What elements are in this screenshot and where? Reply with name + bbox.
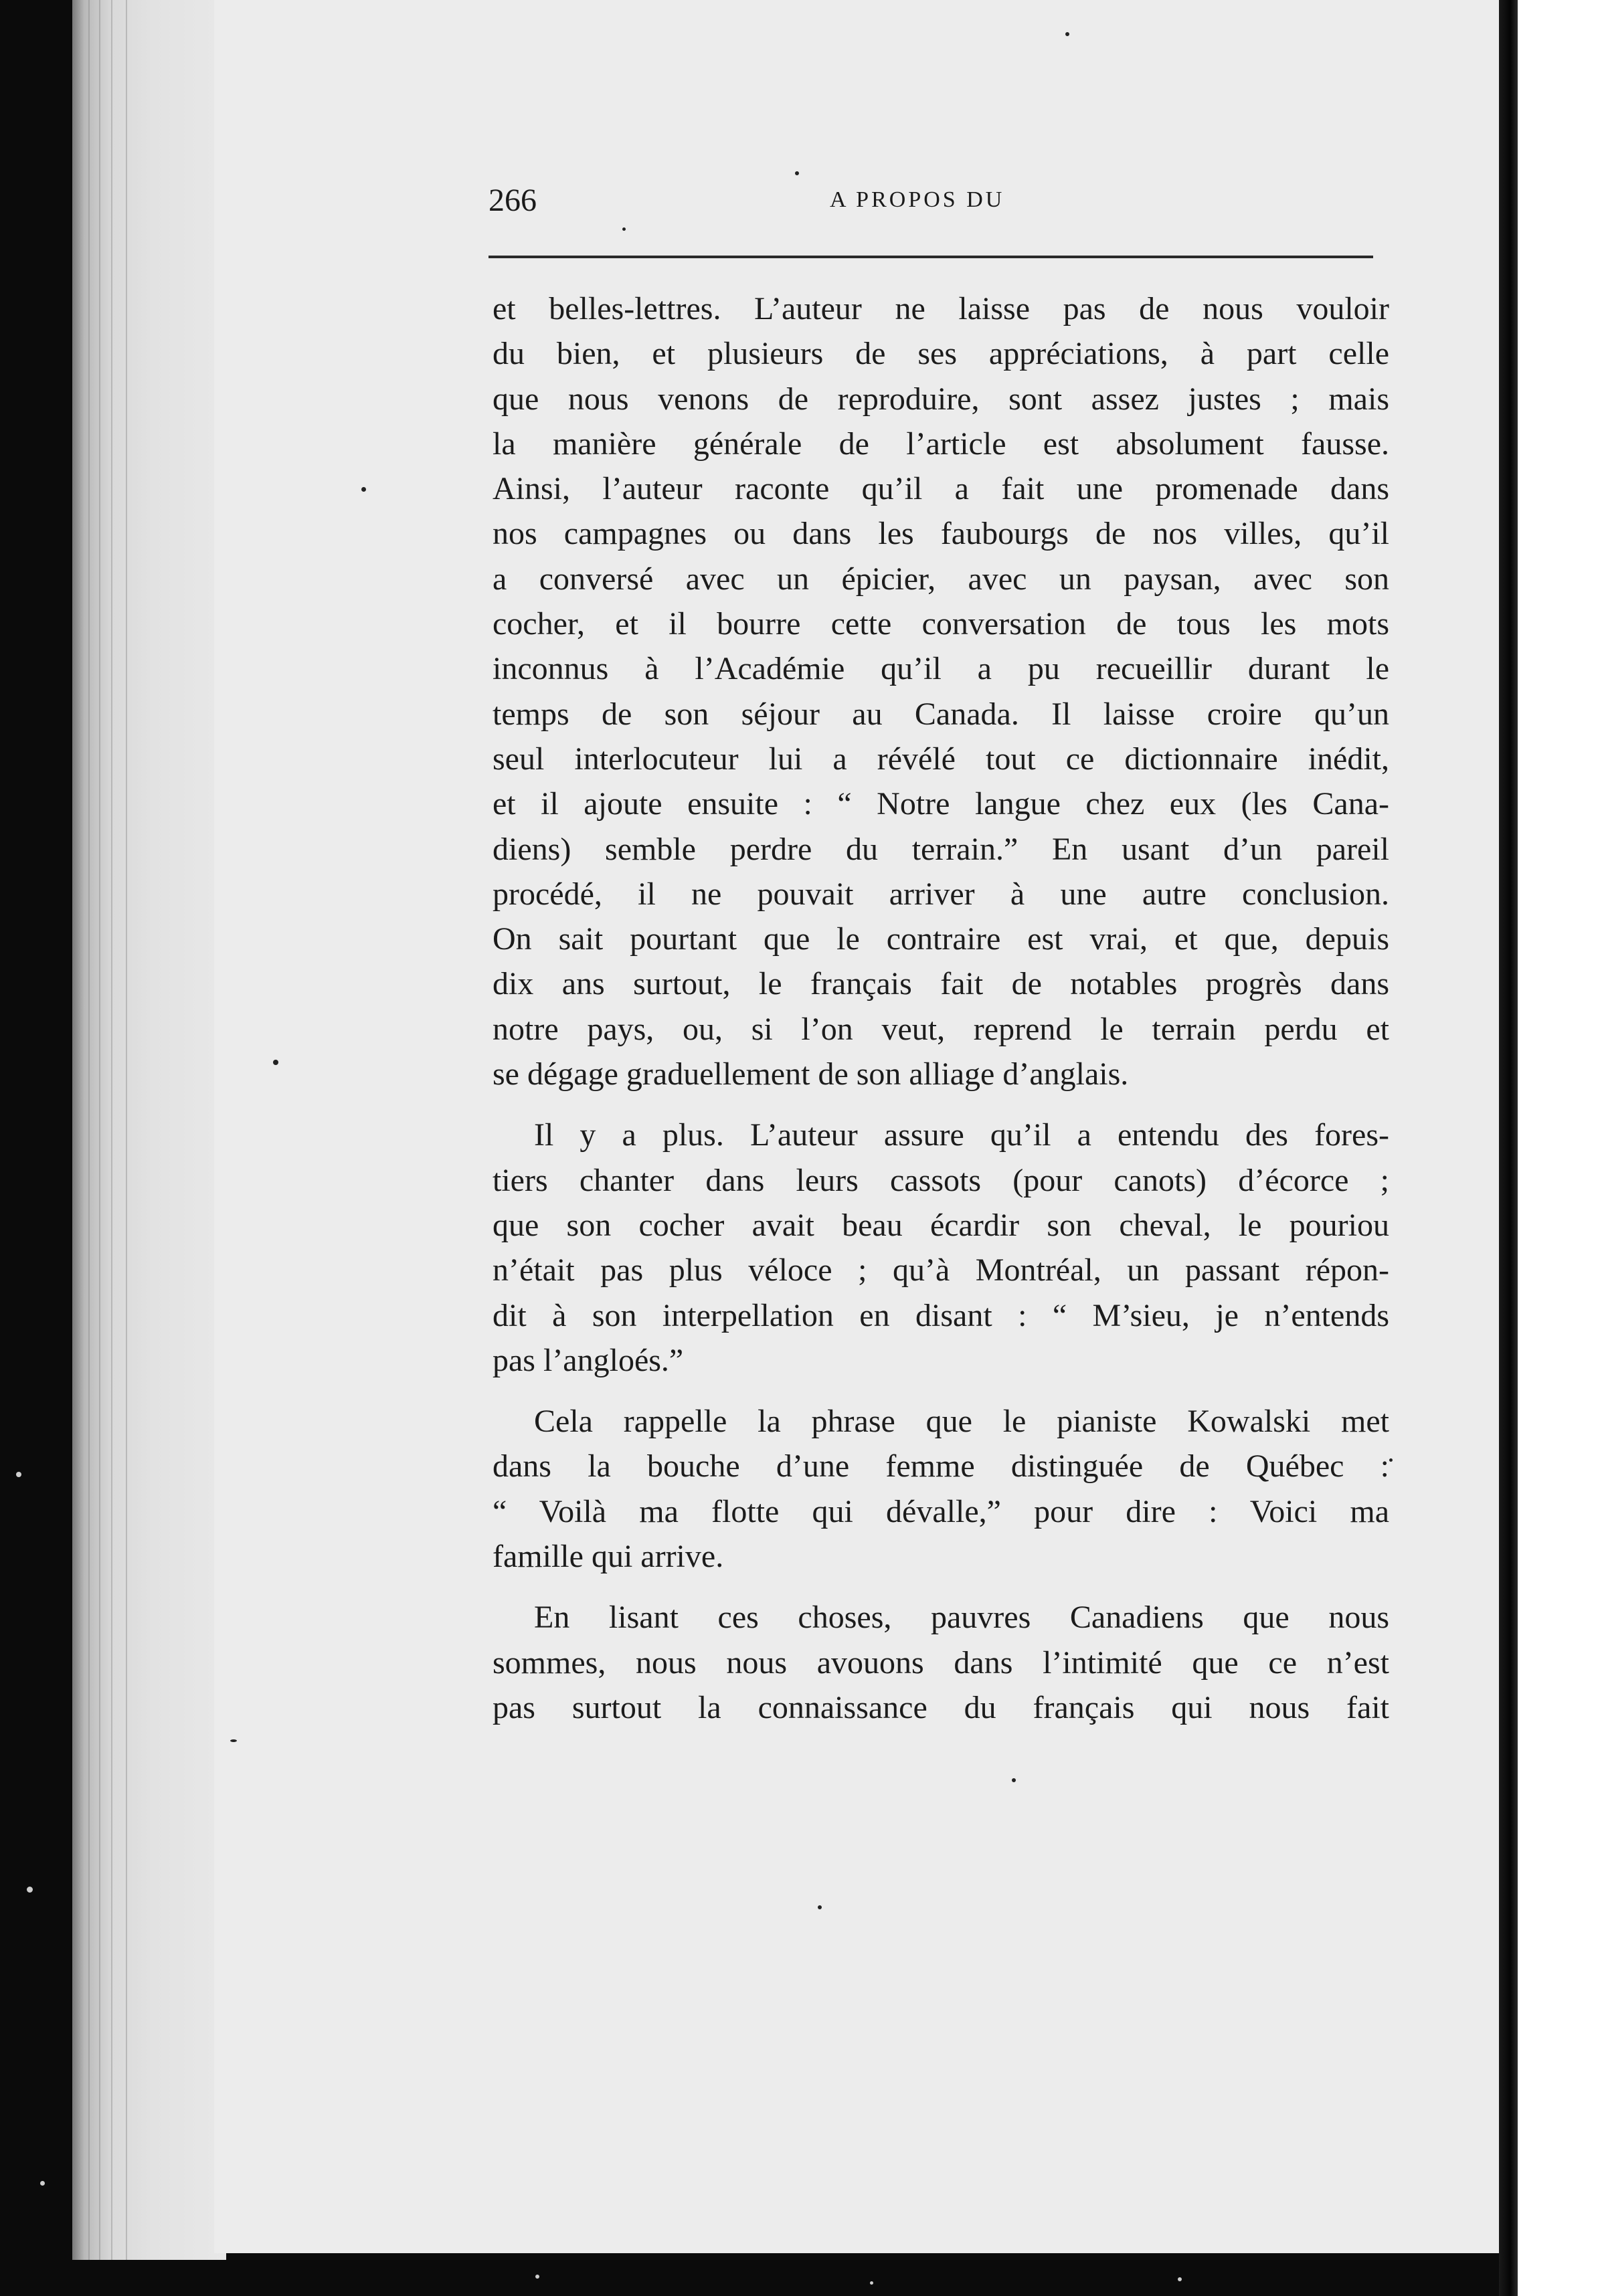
text-line: dix ans surtout, le français fait de notables progrès dans bbox=[493, 966, 1389, 1002]
page-number: 266 bbox=[489, 183, 537, 218]
scan-speck bbox=[870, 2281, 873, 2285]
text-line: Cela rappelle la phrase que le pianiste Kowalski met bbox=[534, 1404, 1389, 1440]
paragraph bbox=[493, 1399, 1389, 1579]
text-line: diens) semble perdre du terrain.” En usant d’un pareil bbox=[493, 831, 1389, 867]
running-title: A PROPOS DU bbox=[830, 187, 1005, 212]
text-line: cocher, et il bourre cette conversation de tous les mots bbox=[493, 606, 1389, 642]
text-line: famille qui arrive. bbox=[493, 1539, 724, 1575]
text-line: a conversé avec un épicier, avec un paysan, avec son bbox=[493, 561, 1389, 597]
paragraph bbox=[493, 1595, 1389, 1730]
text-line: sommes, nous nous avouons dans l’intimité que ce n’est bbox=[493, 1644, 1389, 1681]
text-line: pas surtout la connaissance du français qui nous fait bbox=[493, 1689, 1389, 1725]
edge-line bbox=[126, 0, 127, 2260]
text-line: se dégage graduellement de son alliage d’anglais. bbox=[493, 1056, 1129, 1092]
text-line: procédé, il ne pouvait arriver à une autre conclusion. bbox=[493, 876, 1389, 912]
page-gutter bbox=[1499, 0, 1518, 2296]
paragraph bbox=[493, 286, 1389, 1096]
text-line: et belles-lettres. L’auteur ne laisse pas de nous vouloir bbox=[493, 291, 1389, 326]
text-line: n’était pas plus véloce ; qu’à Montréal, un passant répon- bbox=[493, 1252, 1389, 1288]
scan-speck bbox=[818, 1905, 822, 1909]
page-header bbox=[489, 182, 1372, 222]
text-line: En lisant ces choses, pauvres Canadiens que nous bbox=[534, 1600, 1389, 1636]
scan-speck bbox=[1065, 32, 1069, 36]
scan-speck bbox=[535, 2275, 539, 2279]
text-line: temps de son séjour au Canada. Il laisse croire qu’un bbox=[493, 696, 1389, 732]
text-line: la manière générale de l’article est absolument fausse. bbox=[493, 425, 1389, 462]
edge-line bbox=[88, 0, 90, 2260]
body-text bbox=[493, 286, 1389, 1746]
scan-speck bbox=[16, 1472, 21, 1477]
scan-speck bbox=[1012, 1778, 1016, 1782]
text-line: inconnus à l’Académie qu’il a pu recueillir durant le bbox=[493, 651, 1389, 687]
text-line: pas l’angloés.” bbox=[493, 1342, 684, 1378]
text-line: dit à son interpellation en disant : “ M’sieu, je n’entends bbox=[493, 1297, 1389, 1333]
text-line: et il ajoute ensuite : “ Notre langue chez eux (les Cana- bbox=[493, 786, 1389, 822]
text-line: seul interlocuteur lui a révélé tout ce dictionnaire inédit, bbox=[493, 741, 1389, 777]
paragraph bbox=[493, 1113, 1389, 1383]
edge-line bbox=[111, 0, 112, 2260]
edge-line bbox=[99, 0, 100, 2260]
text-line: du bien, et plusieurs de ses appréciations, à part celle bbox=[493, 336, 1389, 372]
scan-speck bbox=[795, 171, 799, 175]
text-line: Ainsi, l’auteur raconte qu’il a fait une promenade dans bbox=[493, 471, 1389, 507]
scan-speck bbox=[40, 2181, 45, 2186]
text-line: Il y a plus. L’auteur assure qu’il a entendu des fores- bbox=[534, 1117, 1389, 1153]
text-line: que nous venons de reproduire, sont assez justes ; mais bbox=[493, 381, 1389, 417]
scan-speck bbox=[361, 487, 366, 492]
text-line: nos campagnes ou dans les faubourgs de nos villes, qu’il bbox=[493, 516, 1389, 552]
scan-speck bbox=[622, 227, 626, 231]
text-line: notre pays, ou, si l’on veut, reprend le terrain perdu et bbox=[493, 1011, 1389, 1047]
scan-speck bbox=[1178, 2277, 1182, 2281]
facing-page-edge bbox=[1518, 0, 1598, 2296]
text-line: “ Voilà ma flotte qui dévalle,” pour dire : Voici ma bbox=[493, 1493, 1389, 1529]
scan-speck bbox=[273, 1060, 278, 1065]
text-line: On sait pourtant que le contraire est vrai, et que, depuis bbox=[493, 921, 1389, 957]
text-line: dans la bouche d’une femme distinguée de Québec : bbox=[493, 1448, 1389, 1485]
scan-speck bbox=[230, 1739, 237, 1742]
scan-speck bbox=[27, 1887, 33, 1893]
scan-speck bbox=[1389, 1458, 1393, 1462]
page-stack-edge bbox=[72, 0, 226, 2260]
header-rule bbox=[489, 256, 1373, 258]
text-line: tiers chanter dans leurs cassots (pour canots) d’écorce ; bbox=[493, 1162, 1389, 1198]
text-line: que son cocher avait beau écardir son cheval, le pouriou bbox=[493, 1207, 1389, 1243]
